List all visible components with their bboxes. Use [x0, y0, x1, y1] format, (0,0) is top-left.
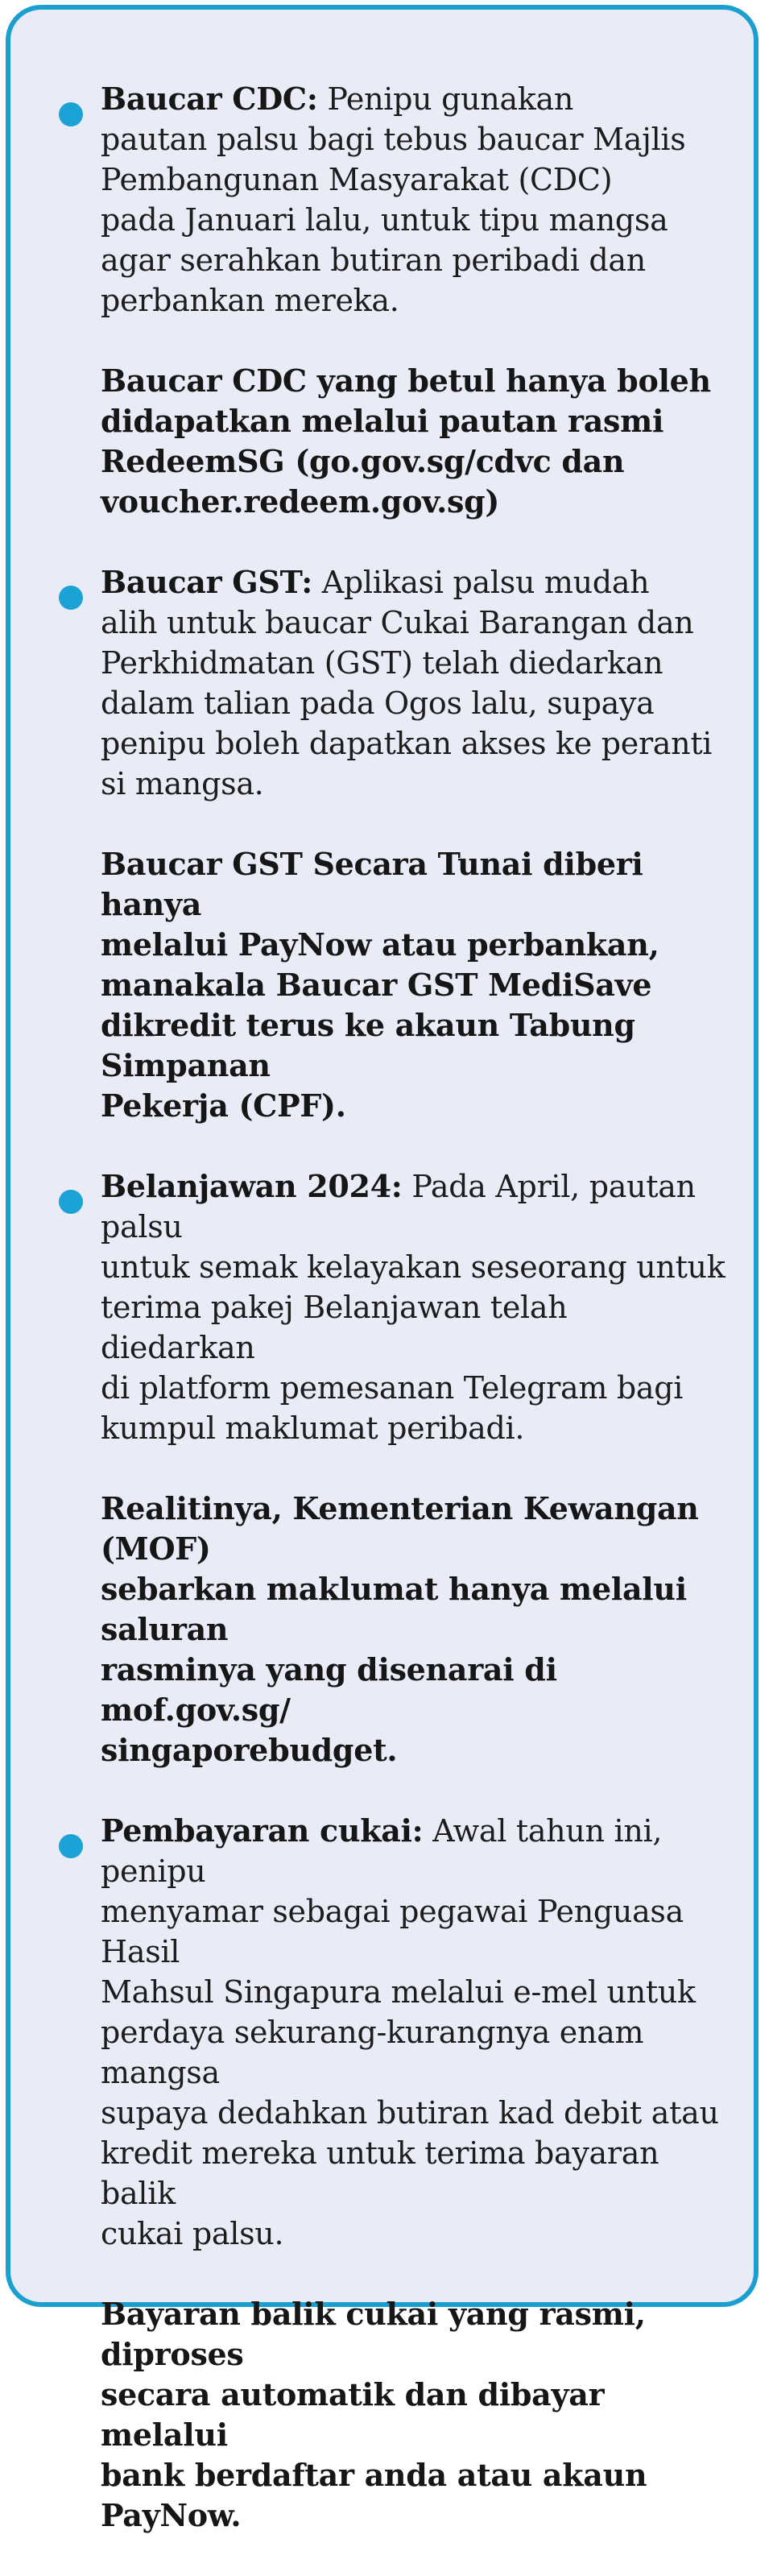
list-item-budget-2024	[101, 1166, 730, 1770]
bullet-dot-icon	[59, 102, 83, 126]
item-description: Baucar CDC: Penipu gunakan pautan palsu bagi tebus baucar Majlis Pembangunan Masyarakat (CDC) pada Januari lalu, untuk tipu mangsa agar serahkan butiran peribadi dan perbankan mereka.	[101, 81, 686, 318]
item-description: Pembayaran cukai: Awal tahun ini, penipu menyamar sebagai pegawai Penguasa Hasil Mahsul Singapura melalui e-mel untuk perdaya sekurang-kurangnya enam mangsa supaya dedahkan butiran kad debit atau kredit mereka untuk terima bayaran balik cukai palsu.	[101, 1812, 719, 2251]
item-heading: Belanjawan 2024:	[101, 1168, 403, 1204]
bullet-dot-icon	[59, 1834, 83, 1858]
list-item-cdc-voucher	[101, 79, 730, 522]
item-official-note: Realitinya, Kementerian Kewangan (MOF) sebarkan maklumat hanya melalui saluran rasminya yang disenarai di mof.gov.sg/ singaporebudget.	[101, 1490, 699, 1768]
item-description: Belanjawan 2024: Pada April, pautan palsu untuk semak kelayakan seseorang untuk terima pakej Belanjawan telah diedarkan di platform pemesanan Telegram bagi kumpul maklumat peribadi.	[101, 1168, 725, 1446]
item-official-note: Baucar CDC yang betul hanya boleh didapatkan melalui pautan rasmi RedeemSG (go.gov.sg/cdvc dan voucher.redeem.gov.sg)	[101, 362, 711, 520]
info-panel	[6, 5, 759, 2533]
item-heading: Pembayaran cukai:	[101, 1812, 424, 1849]
item-description: Baucar GST: Aplikasi palsu mudah alih untuk baucar Cukai Barangan dan Perkhidmatan (GST) telah diedarkan dalam talian pada Ogos lalu, supaya penipu boleh dapatkan akses ke peranti si mangsa.	[101, 564, 713, 801]
item-official-note: Bayaran balik cukai yang rasmi, diproses secara automatik dan dibayar melalui bank berdaftar anda atau akaun PayNow.	[101, 2296, 647, 2533]
bullet-dot-icon	[59, 586, 83, 610]
item-heading: Baucar CDC:	[101, 81, 318, 117]
list-item-gst-voucher	[101, 562, 730, 1126]
item-official-note: Baucar GST Secara Tunai diberi hanya melalui PayNow atau perbankan, manakala Baucar GST MediSave dikredit terus ke akaun Tabung Simpanan Pekerja (CPF).	[101, 846, 659, 1124]
scam-list	[10, 10, 754, 2576]
list-item-tax-payment	[101, 1811, 730, 2536]
item-heading: Baucar GST:	[101, 564, 312, 600]
bullet-dot-icon	[59, 1190, 83, 1214]
